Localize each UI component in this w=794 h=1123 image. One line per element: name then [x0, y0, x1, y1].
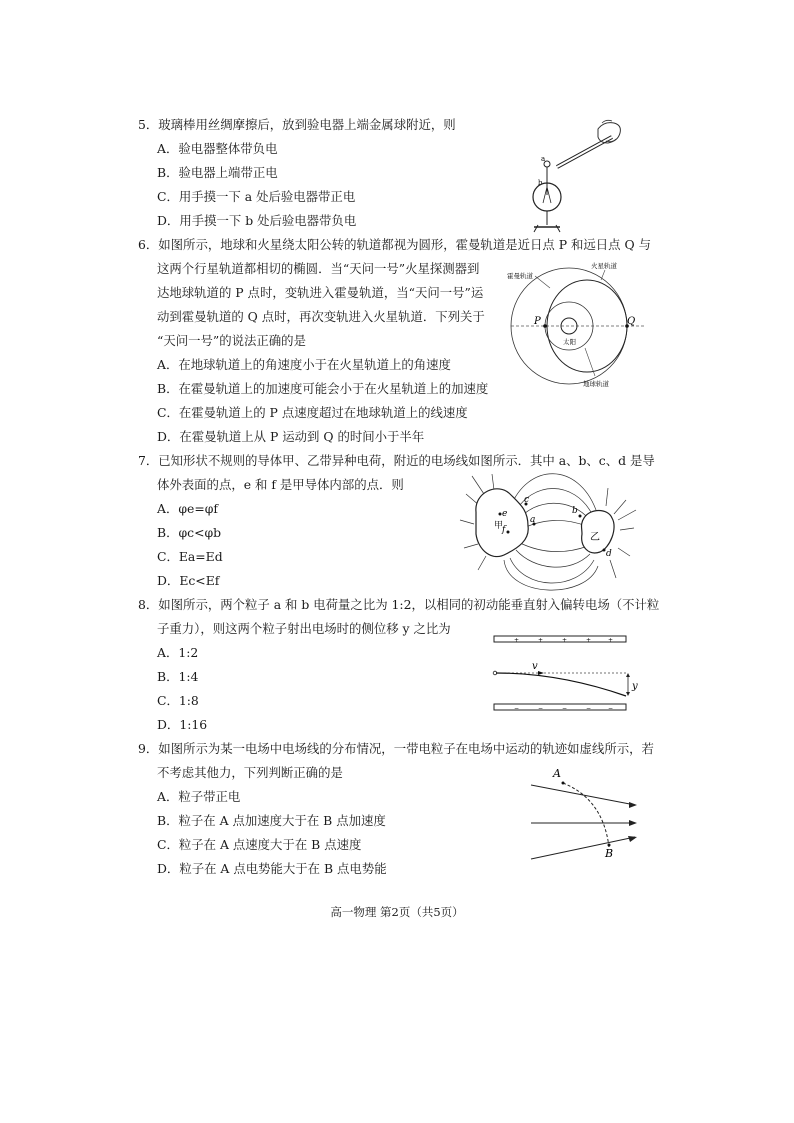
- label-q: Q: [627, 316, 636, 327]
- label-a: a: [541, 155, 546, 163]
- q5-option-a: A．验电器整体带负电: [157, 141, 278, 156]
- label-A: A: [553, 767, 561, 780]
- svg-text:+: +: [562, 637, 568, 644]
- field-line-figure: [458, 470, 638, 592]
- q6-stem-line-4: 动到霍曼轨道的 Q 点时，再次变轨进入火星轨道．下列关于: [157, 309, 485, 324]
- q6-stem-line-2: 这两个行星轨道都相切的椭圆．当“天问一号”火星探测器到: [157, 261, 480, 276]
- point-p: [543, 324, 547, 328]
- q7-option-a: A．φe=φf: [157, 501, 218, 516]
- q8-option-a: A．1:2: [157, 645, 199, 660]
- trajectory-figure: [525, 765, 645, 860]
- label-yi: 乙: [590, 532, 600, 543]
- label-B: B: [605, 847, 614, 860]
- q8-option-b: B．1:4: [157, 669, 199, 684]
- q8-stem-line-2: 子重力），则这两个粒子射出电场时的侧位移 y 之比为: [157, 621, 451, 636]
- electroscope-figure: [520, 115, 625, 235]
- q7-option-d: D．Ec<Ef: [157, 573, 220, 588]
- svg-text:+: +: [538, 637, 544, 644]
- q8-option-c: C．1:8: [157, 693, 199, 708]
- label-b: b: [538, 179, 543, 187]
- q6-stem-line-1: 6．如图所示，地球和火星绕太阳公转的轨道都视为圆形，霍曼轨道是近日点 P 和远日点 Q 与: [138, 237, 651, 252]
- label-b: b: [572, 506, 578, 516]
- q9-stem-line-2: 不考虑其他力，下列判断正确的是: [157, 765, 343, 780]
- q5-stem: 5．玻璃棒用丝绸摩擦后，放到验电器上端金属球附近，则: [138, 117, 456, 132]
- q7-option-b: B．φc<φb: [157, 525, 222, 540]
- q5-option-c: C．用手摸一下 a 处后验电器带正电: [157, 189, 356, 204]
- q9-option-a: A．粒子带正电: [157, 789, 241, 804]
- q9-option-d: D．粒子在 A 点电势能大于在 B 点电势能: [157, 861, 387, 876]
- q7-stem-line-1: 7．已知形状不规则的导体甲、乙带异种电荷，附近的电场线如图所示．其中 a、b、c、d 是导: [138, 453, 655, 468]
- page-footer: 高一物理 第2页（共5页）: [330, 905, 464, 919]
- label-sun: 太阳: [563, 338, 576, 346]
- q5-option-d: D．用手摸一下 b 处后验电器带负电: [157, 213, 357, 228]
- q7-stem-line-2: 体外表面的点，e 和 f 是甲导体内部的点．则: [157, 477, 404, 492]
- label-earth-orbit: 地球轨道: [583, 380, 609, 388]
- label-y: y: [632, 681, 638, 692]
- label-c: c: [524, 495, 530, 505]
- svg-text:−: −: [562, 705, 568, 712]
- q5-option-b: B．验电器上端带正电: [157, 165, 278, 180]
- label-p: P: [534, 316, 541, 327]
- svg-text:−: −: [608, 705, 614, 712]
- svg-text:+: +: [514, 637, 520, 644]
- q6-option-d: D．在霍曼轨道上从 P 运动到 Q 的时间小于半年: [157, 429, 425, 444]
- deflection-field-figure: [490, 632, 650, 716]
- q8-option-d: D．1:16: [157, 717, 208, 732]
- field-line-1: [531, 785, 635, 805]
- particle-trajectory: [496, 673, 626, 696]
- q6-option-b: B．在霍曼轨道上的加速度可能会小于在火星轨道上的加速度: [157, 381, 489, 396]
- svg-text:−: −: [538, 705, 544, 712]
- svg-text:−: −: [586, 705, 592, 712]
- q6-option-a: A．在地球轨道上的角速度小于在火星轨道上的角速度: [157, 357, 451, 372]
- label-a: a: [530, 515, 536, 525]
- label-f: f: [502, 525, 506, 535]
- svg-text:+: +: [608, 637, 614, 644]
- label-d: d: [606, 549, 612, 559]
- label-v: v: [532, 661, 538, 672]
- q9-option-b: B．粒子在 A 点加速度大于在 B 点加速度: [157, 813, 386, 828]
- q6-stem-line-3: 达地球轨道的 P 点时，变轨进入霍曼轨道，当“天问一号”运: [157, 285, 484, 300]
- label-e: e: [502, 509, 508, 519]
- q9-option-c: C．粒子在 A 点速度大于在 B 点速度: [157, 837, 362, 852]
- field-line-3: [531, 837, 635, 859]
- q6-option-c: C．在霍曼轨道上的 P 点速度超过在地球轨道上的线速度: [157, 405, 468, 420]
- velocity-arrow: [538, 671, 544, 675]
- q9-stem-line-1: 9．如图所示为某一电场中电场线的分布情况，一带电粒子在电场中运动的轨迹如虚线所示，若: [138, 741, 654, 756]
- q7-option-c: C．Ea=Ed: [157, 549, 223, 564]
- svg-text:−: −: [514, 705, 520, 712]
- label-hohmann-orbit: 霍曼轨道: [507, 272, 533, 280]
- label-jia: 甲: [494, 521, 504, 531]
- q6-stem-line-5: “天问一号”的说法正确的是: [157, 333, 306, 348]
- svg-text:+: +: [586, 637, 592, 644]
- label-mars-orbit: 火星轨道: [591, 262, 617, 270]
- orbit-figure: [505, 258, 650, 393]
- q8-stem-line-1: 8．如图所示，两个粒子 a 和 b 电荷量之比为 1:2，以相同的初动能垂直射入偏转电场（不计粒: [138, 597, 660, 612]
